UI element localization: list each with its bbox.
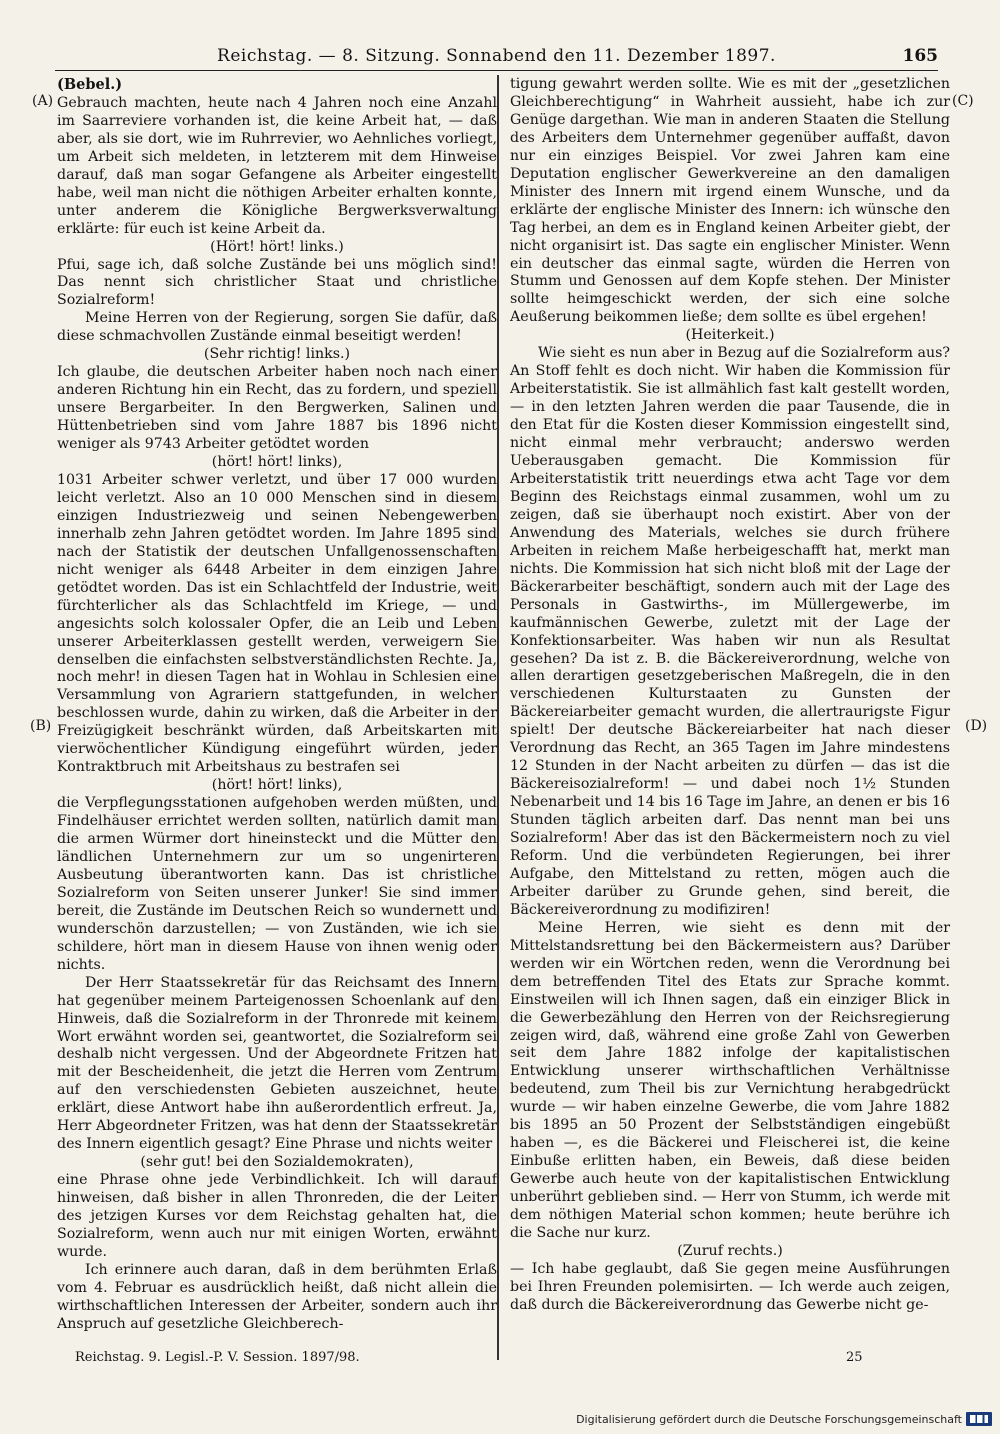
left-column — [57, 76, 497, 1334]
interjection: (Zuruf rechts.) — [677, 1242, 783, 1259]
dfg-credit-text: Digitalisierung gefördert durch die Deutsche Forschungsgemeinschaft — [576, 1412, 962, 1426]
column-divider — [497, 75, 499, 1360]
paragraph: die Verpflegungsstationen aufgehoben werden müßten, und Findelhäuser errichtet werden sollten, natürlich damit man die armen Würmer dort hineinsteckt und die Mütter den ländlichen Unternehmern zur um so ungenirteren Ausbeutung überantworten kann. Das ist christliche Sozialreform von Seiten unserer Junker! Sie sind immer bereit, die Zustände im Deutschen Reich so wundernett und wunderschön darzustellen; — von Zuständen, wie ich sie schildere, hört man in diesem Hause von ihnen wenig oder nichts. — [57, 795, 497, 973]
dfg-credit — [576, 1412, 992, 1426]
right-column-body — [510, 76, 950, 1315]
paragraph: Meine Herren, wie sieht es denn mit der Mittelstandsrettung bei den Bäckermeistern aus? Darüber werden wir ein Wörtchen reden, wenn die Verordnung bei dem betreffenden Titel des Etats zur Sprache kommt. Einstweilen will ich Ihnen sagen, daß ein einziger Blick in die Gewerbezählung den Herren von der Reichsregierung zeigen wird, daß, während eine große Zahl von Gewerben seit dem Jahre 1882 infolge der kapitalistischen Entwicklung unserer wirthschaftlichen Verhältnisse bedeutend, zum Theil bis zur Vernichtung herabgedrückt wurde — wir haben einzelne Gewerbe, die vom Jahre 1882 bis 1895 an 50 Prozent der Selbstständigen eingebüßt haben —, es die Bäckerei und Fleischerei ist, die keine Einbuße erlitten haben, ein Beweis, daß diese beiden Gewerbe auch heute von der kapitalistischen Entwicklung unberührt geblieben sind. — Herr von Stumm, ich werde mit dem nöthigen Material schon kommen; heute berühre ich die Sache nur kurz. — [510, 919, 950, 1241]
paragraph: Wie sieht es nun aber in Bezug auf die Sozialreform aus? An Stoff fehlt es doch nicht. Wir haben die Kommission für Arbeiterstatistik. Sie ist allmählich fast kalt gestellt worden, — in den letzten Jahren werden die paar Tausende, die in den Etat für die Kosten dieser Kommission eingestellt sind, nicht einmal mehr verbraucht; anderswo werden Ueberausgaben gemacht. Die Kommission für Arbeiterstatistik tritt neuerdings etwa acht Tage vor dem Beginn des Reichstags einmal zusammen, wohl um zu zeigen, daß sie überhaupt noch existirt. Aber von der Anwendung des Materials, welches sie durch frühere Arbeiten in reichem Maße herbeigeschafft hat, merkt man nichts. Die Kommission hat sich nicht bloß mit der Lage der Bäckerarbeiter beschäftigt, sondern auch mit der Lage des Personals in Gastwirths-, im Müllergewerbe, im kaufmännischen Gewerbe, zuletzt mit der Lage der Konfektionsarbeiter. Was haben wir nun als Resultat gesehen? Da ist z. B. die Bäckereiverordnung, welche von allen derartigen gesetzgeberischen Maßregeln, die in den verschiedenen Kulturstaaten zu Gunsten der Bäckereiarbeiter gemacht wurden, die allertraurigste Figur spielt! Der deutsche Bäckereiarbeiter hat nach dieser Verordnung das Recht, an 365 Tagen im Jahre mindestens 12 Stunden in der Nacht arbeiten zu dürfen — das ist die Bäckereisozialreform! — und dabei noch 1½ Stunden Nebenarbeit und 14 bis 16 Tage im Jahre, an denen er bis 16 Stunden täglich arbeiten darf. Das nennt man bei uns Sozialreform! Aber das ist den Bäckermeistern noch zu viel Reform. Und die verbündeten Regierungen, bei ihrer Aufgabe, den Mittelstand zu retten, mögen auch die Arbeiter darüber zu Grunde gehen, sind bereit, die Bäckereiverordnung zu modifiziren! — [510, 345, 950, 918]
page-number: 165 — [902, 46, 938, 66]
margin-mark-c: (C) — [952, 93, 974, 109]
right-column — [510, 76, 950, 1315]
margin-mark-b: (B) — [30, 718, 52, 734]
paragraph: Meine Herren von der Regierung, sorgen Sie dafür, daß diese schmachvollen Zustände einmal beseitigt werden! — [57, 310, 497, 345]
left-column-body — [57, 95, 497, 1334]
paragraph: Gebrauch machten, heute nach 4 Jahren noch eine Anzahl im Saarreviere vorhanden ist, die keine Arbeit hat, — daß aber, als sie dort, wie im Ruhrrevier, wo Aehnliches vorliegt, um Arbeit sich meldeten, in letzterem mit dem Hinweise darauf, daß man sogar Gefangene als Arbeiter eingestellt habe, weil man nicht die nöthigen Arbeiter erhalten konnte, unter anderem die Königliche Bergwerksverwaltung erklärte: für euch ist keine Arbeit da. — [57, 94, 497, 237]
interjection: (Sehr richtig! links.) — [203, 346, 351, 363]
footer-signature: 25 — [846, 1350, 863, 1365]
paragraph: Ich glaube, die deutschen Arbeiter haben noch nach einer anderen Richtung hin ein Recht, das zu fordern, und speziell unsere Bergarbeiter. In den Bergwerken, Salinen und Hüttenbetrieben sind vom Jahre 1887 bis 1896 nicht weniger als 9743 Arbeiter getödtet worden — [57, 364, 497, 453]
paragraph: tigung gewahrt werden sollte. Wie es mit der „gesetzlichen Gleichberechtigung“ in Wahrheit aussieht, habe ich zur Genüge dargethan. Wie man in anderen Staaten die Stellung des Arbeiters dem Unternehmer gegenüber auffaßt, davon nur ein einziges Beispiel. Vor zwei Jahren kam eine Deputation englischer Gewerkvereine an den damaligen Minister des Innern mit irgend einem Wunsche, und da erklärte der englische Minister des Innern: ich wünsche den Tag herbei, an dem es in England keinen Arbeiter giebt, der nicht organisirt ist. Das sagte ein englischer Minister. Wenn ein deutscher das einmal sagte, würden die Herren von Stumm und Genossen auf dem Kopfe stehen. Der Minister sollte heimgeschickt werden, der sich eine solche Aeußerung beikommen ließe; dem sollte es übel ergehen! — [510, 76, 950, 326]
running-title: Reichstag. — 8. Sitzung. Sonnabend den 11. Dezember 1897. — [217, 46, 776, 66]
interjection: (Heiterkeit.) — [685, 327, 775, 344]
margin-mark-a: (A) — [32, 93, 54, 109]
interjection: (sehr gut! bei den Sozialdemokraten), — [140, 1154, 414, 1171]
paragraph: 1031 Arbeiter schwer verletzt, und über 17 000 wurden leicht verletzt. Also an 10 000 Menschen sind in diesem einzigen Industriezweig und seinen Nebengewerben innerhalb zehn Jahren getödtet worden. Im Jahre 1895 sind nach der Statistik der deutschen Unfallgenossenschaften nicht weniger als 6448 Arbeiter in dem einzigen Jahre getödtet worden. Das ist ein Schlachtfeld der Industrie, weit fürchterlicher als das Schlachtfeld im Kriege, — und angesichts solch kolossaler Opfer, die an Leib und Leben unserer Arbeiterklassen gestellt werden, verweigern Sie denselben die einfachsten selbstverständlichsten Rechte. Ja, noch mehr! in diesen Tagen hat in Wohlau in Schlesien eine Versammlung von Agrariern stattgefunden, in welcher beschlossen wurde, dahin zu wirken, daß die Arbeiter in der Freizügigkeit beschränkt würden, daß Arbeitskarten mit vierwöchentlicher Kündigung eingeführt würden, jeder Kontraktbruch mit Arbeitshaus zu bestrafen sei — [57, 471, 497, 776]
footer-session-info: Reichstag. 9. Legisl.-P. V. Session. 1897/98. — [75, 1350, 360, 1365]
paragraph: Pfui, sage ich, daß solche Zustände bei uns möglich sind! Das nennt sich christlicher Staat und christliche Sozialreform! — [57, 256, 497, 309]
paragraph: Der Herr Staatssekretär für das Reichsamt des Innern hat gegenüber meinem Parteigenossen Schoenlank auf den Hinweis, daß die Sozialreform in der Thronrede mit keinem Wort erwähnt worden sei, geantwortet, die Sozialreform sei deshalb nicht vergessen. Und der Abgeordnete Fritzen hat mit der Bescheidenheit, die jetzt die Herren vom Zentrum auf den verschiedensten Gebieten auszeichnet, heute erklärt, diese Antwort habe ihn außerordentlich erfreut. Ja, Herr Abgeordneter Fritzen, was hat denn der Staatssekretär des Innern eigentlich gesagt? Eine Phrase und nichts weiter — [57, 974, 497, 1153]
paragraph: Ich erinnere auch daran, daß in dem berühmten Erlaß vom 4. Februar es ausdrücklich heißt, daß nicht allein die wirthschaftlichen Interessen der Arbeiter, sondern auch ihr Anspruch auf gesetzliche Gleichberech- — [57, 1261, 497, 1332]
interjection: (Hört! hört! links.) — [210, 238, 344, 255]
paragraph: eine Phrase ohne jede Verbindlichkeit. Ich will darauf hinweisen, daß bisher in allen Thronreden, die der Leiter des jetzigen Kurses vor dem Reichstag gehalten hat, die Sozialreform, wenn auch nur mit einigen Worten, erwähnt wurde. — [57, 1172, 497, 1260]
paragraph: — Ich habe geglaubt, daß Sie gegen meine Ausführungen bei Ihren Freunden polemisirten. — Ich werde auch zeigen, daß durch die Bäckereiverordnung das Gewerbe nicht ge- — [510, 1260, 950, 1313]
speaker-label: (Bebel.) — [57, 76, 123, 93]
dfg-logo-icon — [966, 1412, 992, 1426]
interjection: (hört! hört! links), — [211, 454, 343, 471]
page-header — [55, 40, 938, 71]
interjection: (hört! hört! links), — [211, 777, 343, 794]
margin-mark-d: (D) — [965, 718, 988, 734]
